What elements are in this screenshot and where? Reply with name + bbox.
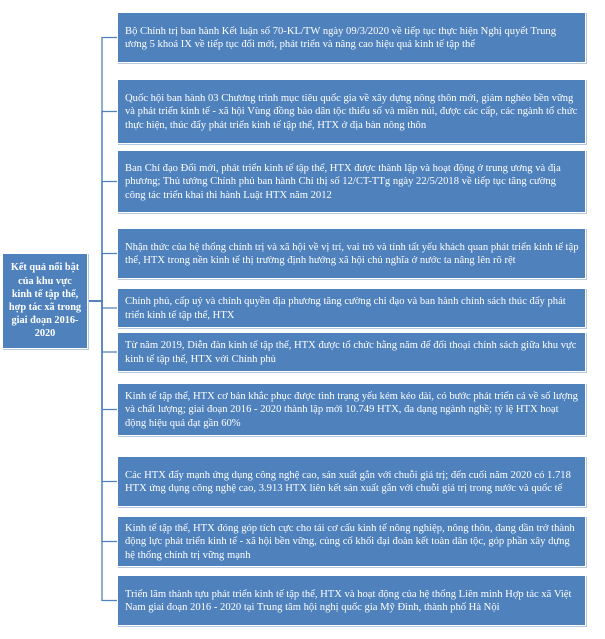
branch-node-7 xyxy=(117,383,586,436)
branch-text-5: Chính phủ, cấp uỷ và chính quyền địa phương tăng cường chỉ đạo và ban hành chính sách thúc đẩy phát triển kinh tế tập thể, HTX xyxy=(125,296,566,321)
branch-node-6 xyxy=(117,332,586,372)
branch-node-4 xyxy=(117,228,586,279)
branch-node-3 xyxy=(117,150,586,213)
branch-text-3: Ban Chỉ đạo Đổi mới, phát triển kinh tế tập thể, HTX được thành lập và hoạt động ở trung ương và địa phương; Thủ tướng Chính phủ ban hành Chỉ thị số 12/CT-TTg ngày 22/5/2018 về tiếp tục tăng cường công tác triển khai thi hành Luật HTX năm 2012 xyxy=(125,163,561,201)
branch-node-2 xyxy=(117,79,586,144)
branch-text-6: Từ năm 2019, Diễn đàn kinh tế tập thể, HTX được tổ chức hằng năm để đối thoại chính sách giữa khu vực kinh tế tập thể, HTX với Chính phủ xyxy=(125,340,577,365)
branch-node-5 xyxy=(117,288,586,328)
root-label: Kết quả nổi bật của khu vực kinh tế tập thể, hợp tác xã trong giai đoạn 2016-2020 xyxy=(8,262,82,340)
branch-text-9: Kinh tế tập thể, HTX đóng góp tích cực cho tái cơ cấu kinh tế nông nghiệp, nông thôn, đang dần trở thành động lực phát triển kinh tế - xã hội bền vững, củng cố khối đại đoàn kết toàn dân tộc, góp phần xây dựng hệ thống chính trị vững mạnh xyxy=(125,523,575,561)
branch-text-7: Kinh tế tập thể, HTX cơ bản khắc phục được tình trạng yếu kém kéo dài, có bước phát triển cả về số lượng và chất lượng; giai đoạn 2016 - 2020 thành lập mới 10.749 HTX, đa dạng ngành nghề; tỷ lệ HTX hoạt động hiệu quả đạt gần 60% xyxy=(125,391,578,429)
connector-10 xyxy=(88,301,117,601)
branch-text-1: Bộ Chính trị ban hành Kết luận số 70-KL/TW ngày 09/3/2020 về tiếp tục thực hiện Nghị quyết Trung ương 5 khoá IX về tiếp tục đổi mới, phát triển và nâng cao hiệu quả kinh tế tập thể xyxy=(125,25,557,50)
branch-text-2: Quốc hội ban hành 03 Chương trình mục tiêu quốc gia về xây dựng nông thôn mới, giảm nghèo bền vững và phát triển kinh tế - xã hội Vùng đồng bào dân tộc thiểu số và miền núi, được các cấp, các ngành tổ chức thực hiện, thúc đẩy phát triển kinh tế tập thể, HTX ở địa bàn nông thôn xyxy=(125,93,578,131)
branch-text-8: Các HTX đẩy mạnh ứng dụng công nghệ cao, sản xuất gắn với chuỗi giá trị; đến cuối năm 2020 có 1.718 HTX ứng dụng công nghệ cao, 3.913 HTX liên kết sản xuất gắn với chuỗi giá trị trong nước và quốc tế xyxy=(125,469,571,494)
branch-node-10 xyxy=(117,575,586,626)
branch-node-1 xyxy=(117,12,586,63)
root-node xyxy=(2,253,88,349)
branch-node-8 xyxy=(117,456,586,507)
branch-text-4: Nhận thức của hệ thống chính trị và xã hội về vị trí, vai trò và tính tất yếu khách quan phát triển kinh tế tập thể, HTX trong nền kinh tế thị trường định hướng xã hội chủ nghĩa ở nước ta nâng lên rõ rệt xyxy=(125,241,579,266)
branch-node-9 xyxy=(117,516,586,567)
branch-text-10: Triển lãm thành tựu phát triển kinh tế tập thể, HTX và hoạt động của hệ thống Liên minh Hợp tác xã Việt Nam giai đoạn 2016 - 2020 tại Trung tâm hội nghị quốc gia Mỹ Đình, thành phố Hà Nội xyxy=(125,588,572,613)
connector-4 xyxy=(88,254,117,302)
